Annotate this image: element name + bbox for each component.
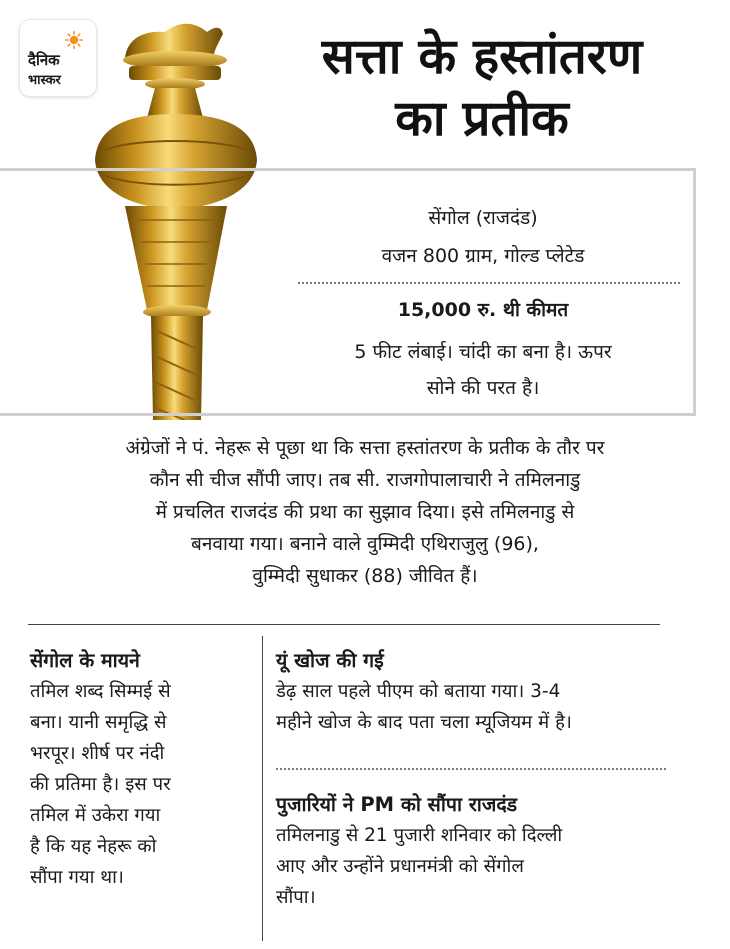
- meaning-line: तमिल में उकेरा गया: [30, 805, 161, 826]
- intro-line: वुम्मिदी सुधाकर (88) जीवित हैं।: [252, 565, 478, 587]
- horizontal-divider: [28, 624, 660, 625]
- priests-heading: पुजारियों ने PM को सौंपा राजदंड: [276, 793, 518, 816]
- sceptre-price: 15,000 रु. थी कीमत: [397, 299, 569, 321]
- meaning-section: [30, 645, 255, 893]
- headline-line-2: का प्रतीक: [395, 90, 569, 147]
- search-section: [276, 645, 716, 738]
- sceptre-weight: वजन 800 ग्राम, गोल्ड प्लेटेड: [381, 245, 585, 267]
- priests-line: तमिलनाडु से 21 पुजारी शनिवार को दिल्ली: [276, 825, 563, 846]
- meaning-heading: सेंगोल के मायने: [30, 649, 140, 672]
- intro-paragraph: [20, 432, 710, 592]
- priests-line: आए और उन्होंने प्रधानमंत्री को सेंगोल: [276, 856, 524, 877]
- dotted-separator: [276, 768, 666, 770]
- logo-line-1: दैनिक: [28, 51, 60, 69]
- meaning-line: बना। यानी समृद्धि से: [30, 712, 167, 733]
- sceptre-desc-line-2: सोने की परत है।: [426, 377, 540, 399]
- priests-line: सौंपा।: [276, 887, 316, 908]
- vertical-divider: [262, 636, 263, 941]
- headline-line-1: सत्ता के हस्तांतरण: [321, 28, 643, 85]
- intro-line: कौन सी चीज सौंपी जाए। तब सी. राजगोपालाचारी ने तमिलनाडु: [149, 469, 581, 491]
- meaning-line: सौंपा गया था।: [30, 867, 124, 888]
- intro-line: अंग्रेजों ने पं. नेहरू से पूछा था कि सत्ता हस्तांतरण के प्रतीक के तौर पर: [125, 437, 605, 459]
- search-line: महीने खोज के बाद पता चला म्यूजियम में है।: [276, 712, 572, 733]
- priests-section: [276, 789, 716, 913]
- dotted-separator: [298, 282, 680, 284]
- meaning-line: की प्रतिमा है। इस पर: [30, 774, 171, 795]
- headline: [262, 26, 702, 150]
- search-line: डेढ़ साल पहले पीएम को बताया गया। 3-4: [276, 681, 561, 702]
- sun-icon: [65, 31, 83, 49]
- intro-line: में प्रचलित राजदंड की प्रथा का सुझाव दिया। इसे तमिलनाडु से: [155, 501, 575, 523]
- sceptre-name: सेंगोल (राजदंड): [428, 207, 538, 229]
- search-heading: यूं खोज की गई: [276, 649, 384, 672]
- meaning-line: भरपूर। शीर्ष पर नंदी: [30, 743, 165, 764]
- intro-line: बनवाया गया। बनाने वाले वुम्मिदी एथिराजुलु (96),: [191, 533, 539, 555]
- logo-line-2: भास्कर: [28, 73, 61, 88]
- meaning-line: तमिल शब्द सिम्मई से: [30, 681, 171, 702]
- meaning-line: है कि यह नेहरू को: [30, 836, 157, 857]
- sceptre-desc-line-1: 5 फीट लंबाई। चांदी का बना है। ऊपर: [354, 341, 612, 363]
